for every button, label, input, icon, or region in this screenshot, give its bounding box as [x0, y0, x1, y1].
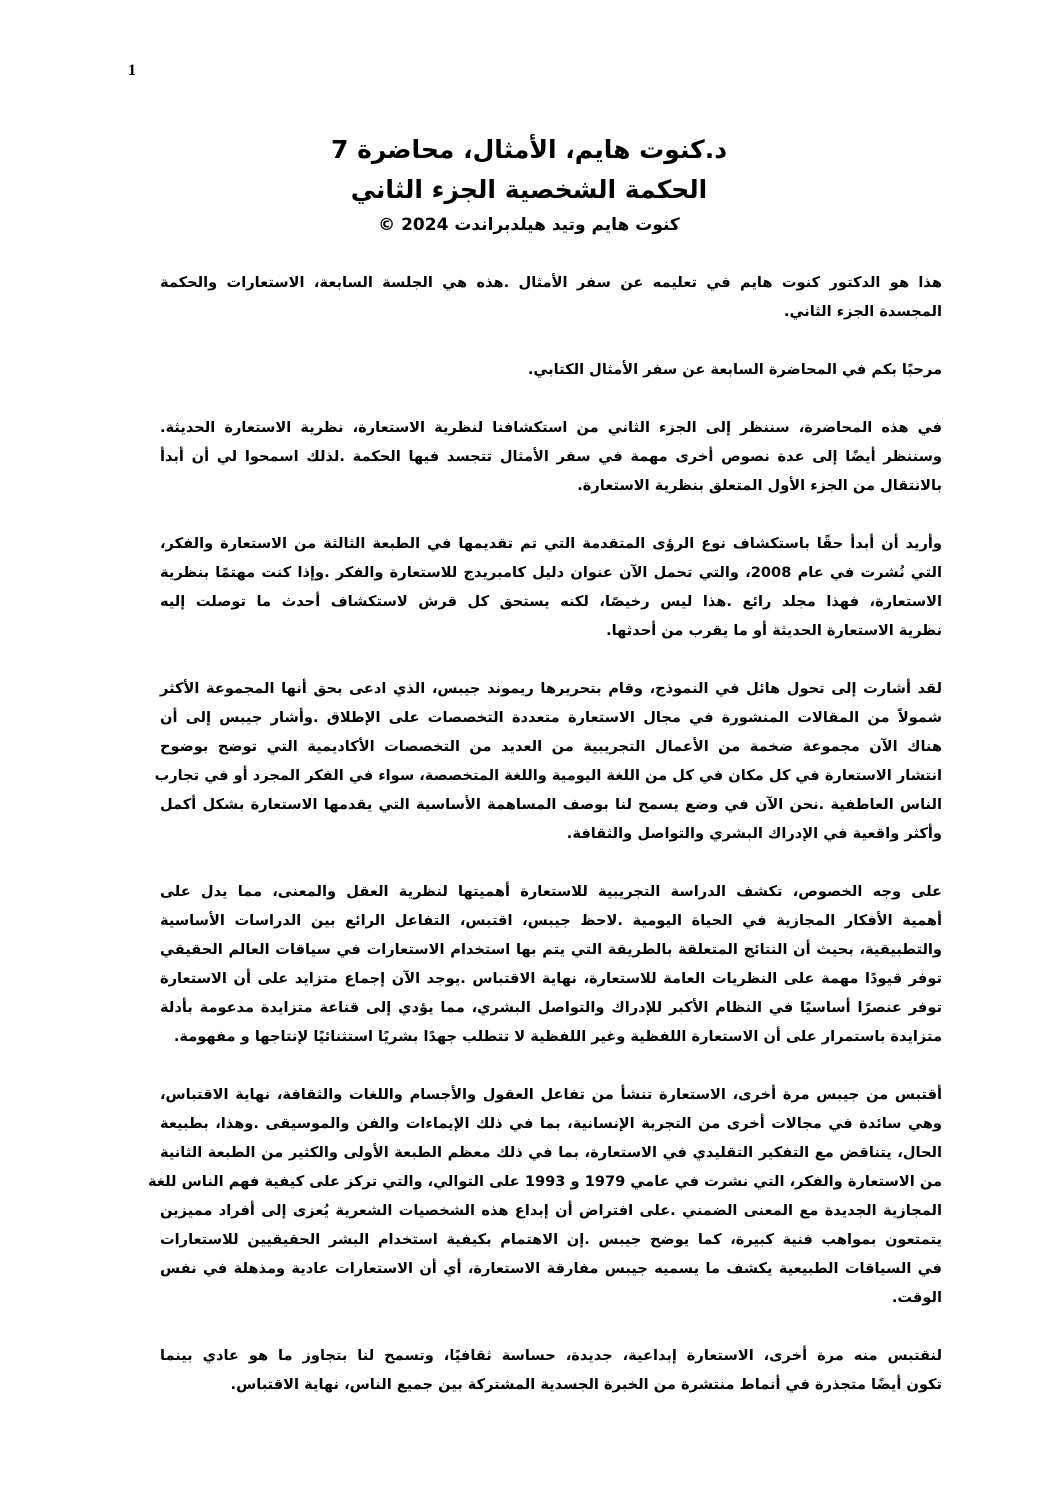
- text-line: هناك الآن مجموعة ضخمة من الأعمال التجريبية من العديد من التخصصات الأكاديمية التي توضح بوضوح: [160, 738, 942, 755]
- text-line: التي نُشرت في عام 2008، والتي تحمل الآن عنوان دليل كامبريدج للاستعارة والفكر .وإذا كنت مهتمًا بنظرية: [160, 564, 942, 581]
- text-line: على وجه الخصوص، تكشف الدراسة التجريبية للاستعارة أهميتها لنظرية العقل والمعنى، مما يدل على: [160, 883, 942, 900]
- text-line: الوقت.: [891, 1289, 942, 1306]
- paragraph: [160, 1341, 942, 1399]
- text-line: وسننظر أيضًا إلى عدة نصوص أخرى مهمة في سفر الأمثال تتجسد فيها الحكمة .لذلك اسمحوا لي أن أبدأ: [160, 448, 942, 465]
- paragraph: [160, 268, 942, 326]
- text-line: في السياقات الطبيعية يكشف ما يسميه جيبس مفارقة الاستعارة، أي أن الاستعارات عادية ومذهلة في نفس: [160, 1260, 942, 1277]
- text-line: الناس العاطفية .نحن الآن في وضع يسمح لنا بوصف المساهمة الأساسية التي يقدمها الاستعارة بشكل أكمل: [160, 796, 942, 813]
- text-line: والتطبيقية، بحيث أن النتائج المتعلقة بالطريقة التي يتم بها استخدام الاستعارات في سياقات العالم الحقيقي: [160, 941, 942, 958]
- text-line: لنقتبس منه مرة أخرى، الاستعارة إبداعية، جديدة، حساسة ثقافيًا، وتسمح لنا بتجاوز ما هو عادي بينما: [160, 1347, 942, 1364]
- text-line: أهمية الأفكار المجازية في الحياة اليومية .لاحظ جيبس، اقتبس، التفاعل الرائع بين الدراسات الأساسية: [160, 912, 942, 929]
- text-line: هذا هو الدكتور كنوت هايم في تعليمه عن سفر الأمثال .هذه هي الجلسة السابعة، الاستعارات والحكمة: [160, 274, 942, 291]
- document-header: [0, 130, 1058, 240]
- text-line: شمولاً من المقالات المنشورة في مجال الاستعارة متعددة التخصصات على الإطلاق .وأشار جيبس إلى أن: [160, 709, 942, 726]
- text-line: لقد أشارت إلى تحول هائل في النموذج، وقام بتحريرها ريموند جيبس، الذي ادعى بحق أنها المجموعة الأكثر: [160, 680, 942, 697]
- title-line-1: د.كنوت هايم، الأمثال، محاضرة 7: [330, 135, 728, 164]
- copyright-credit: كنوت هايم وتيد هيلدبراندت 2024 ©: [378, 215, 680, 235]
- text-line: وهي سائدة في مجالات أخرى من التجربة الإنسانية، بما في ذلك الإيماءات والفن والموسيقى .وهذا، بطبيعة: [160, 1115, 942, 1132]
- paragraph: [160, 413, 942, 500]
- text-line: المجسدة الجزء الثاني.: [783, 303, 942, 320]
- page-number: 1: [128, 62, 136, 79]
- text-line: المجازية الجديدة مع المعنى الضمني .على افتراض أن إبداع هذه الشخصيات الشعرية يُعزى إلى أفراد مميزين: [160, 1202, 942, 1219]
- paragraph: [147, 1080, 942, 1312]
- text-line: توفر قيودًا مهمة على النظريات العامة للاستعارة، نهاية الاقتباس .يوجد الآن إجماع متزايد على أن الاستعارة: [160, 970, 942, 987]
- paragraph: [160, 877, 942, 1051]
- text-line: وأكثر واقعية في الإدراك البشري والتواصل والثقافة.: [566, 825, 942, 842]
- text-line: بالانتقال من الجزء الأول المتعلق بنظرية الاستعارة.: [577, 477, 942, 494]
- text-line: الحال، يتناقض مع التفكير التقليدي في الاستعارة، بما في ذلك معظم الطبعة الأولى والكثير من الطبعة الثانية: [160, 1144, 942, 1161]
- document-body: [147, 268, 942, 1428]
- text-line: توفر عنصرًا أساسيًا في النظام الأكبر للإدراك والتواصل البشري، مما يؤدي إلى قناعة متزايدة مدعومة بأدلة: [160, 999, 942, 1016]
- text-line: وأريد أن أبدأ حقًا باستكشاف نوع الرؤى المتقدمة التي تم تقديمها في الطبعة الثالثة من الاستعارة والفكر،: [160, 535, 942, 552]
- text-line: انتشار الاستعارة في كل مكان في كل من اللغة اليومية واللغة المتخصصة، سواء في الفكر المجرد أو في تجارب: [154, 767, 942, 784]
- text-line: نظرية الاستعارة الحديثة أو ما يقرب من أحدثها.: [606, 622, 942, 639]
- text-line: يتمتعون بمواهب فنية كبيرة، كما يوضح جيبس .إن الاهتمام بكيفية استخدام البشر الحقيقيين للاستعارات: [160, 1231, 942, 1248]
- title-line-2: الحكمة الشخصية الجزء الثاني: [350, 175, 708, 204]
- text-line: متزايدة باستمرار على أن الاستعارة اللفظية وغير اللفظية لا تتطلب جهدًا بشريًا استثنائيًا لإنتاجها و مفهومة.: [173, 1028, 942, 1045]
- text-line: في هذه المحاضرة، سننظر إلى الجزء الثاني من استكشافنا لنظرية الاستعارة، نظرية الاستعارة الحديثة.: [160, 419, 942, 436]
- text-line: مرحبًا بكم في المحاضرة السابعة عن سفر الأمثال الكتابي.: [527, 361, 942, 378]
- text-line: تكون أيضًا متجذرة في أنماط منتشرة من الخبرة الجسدية المشتركة بين جميع الناس، نهاية الاقتباس.: [230, 1376, 942, 1393]
- text-line: الاستعارة، فهذا مجلد رائع .هذا ليس رخيصًا، لكنه يستحق كل قرش لاستكشاف أحدث ما توصلت إليه: [160, 593, 942, 610]
- text-line: أقتبس من جيبس مرة أخرى، الاستعارة تنشأ من تفاعل العقول والأجسام واللغات والثقافة، نهاية الاقتباس،: [160, 1086, 942, 1103]
- paragraph: [160, 529, 942, 645]
- text-line: من الاستعارة والفكر، التي نشرت في عامي 1979 و 1993 على التوالي، والتي تركز على كيفية فهم الناس للغة: [147, 1173, 942, 1190]
- paragraph: [160, 355, 942, 384]
- paragraph: [154, 674, 942, 848]
